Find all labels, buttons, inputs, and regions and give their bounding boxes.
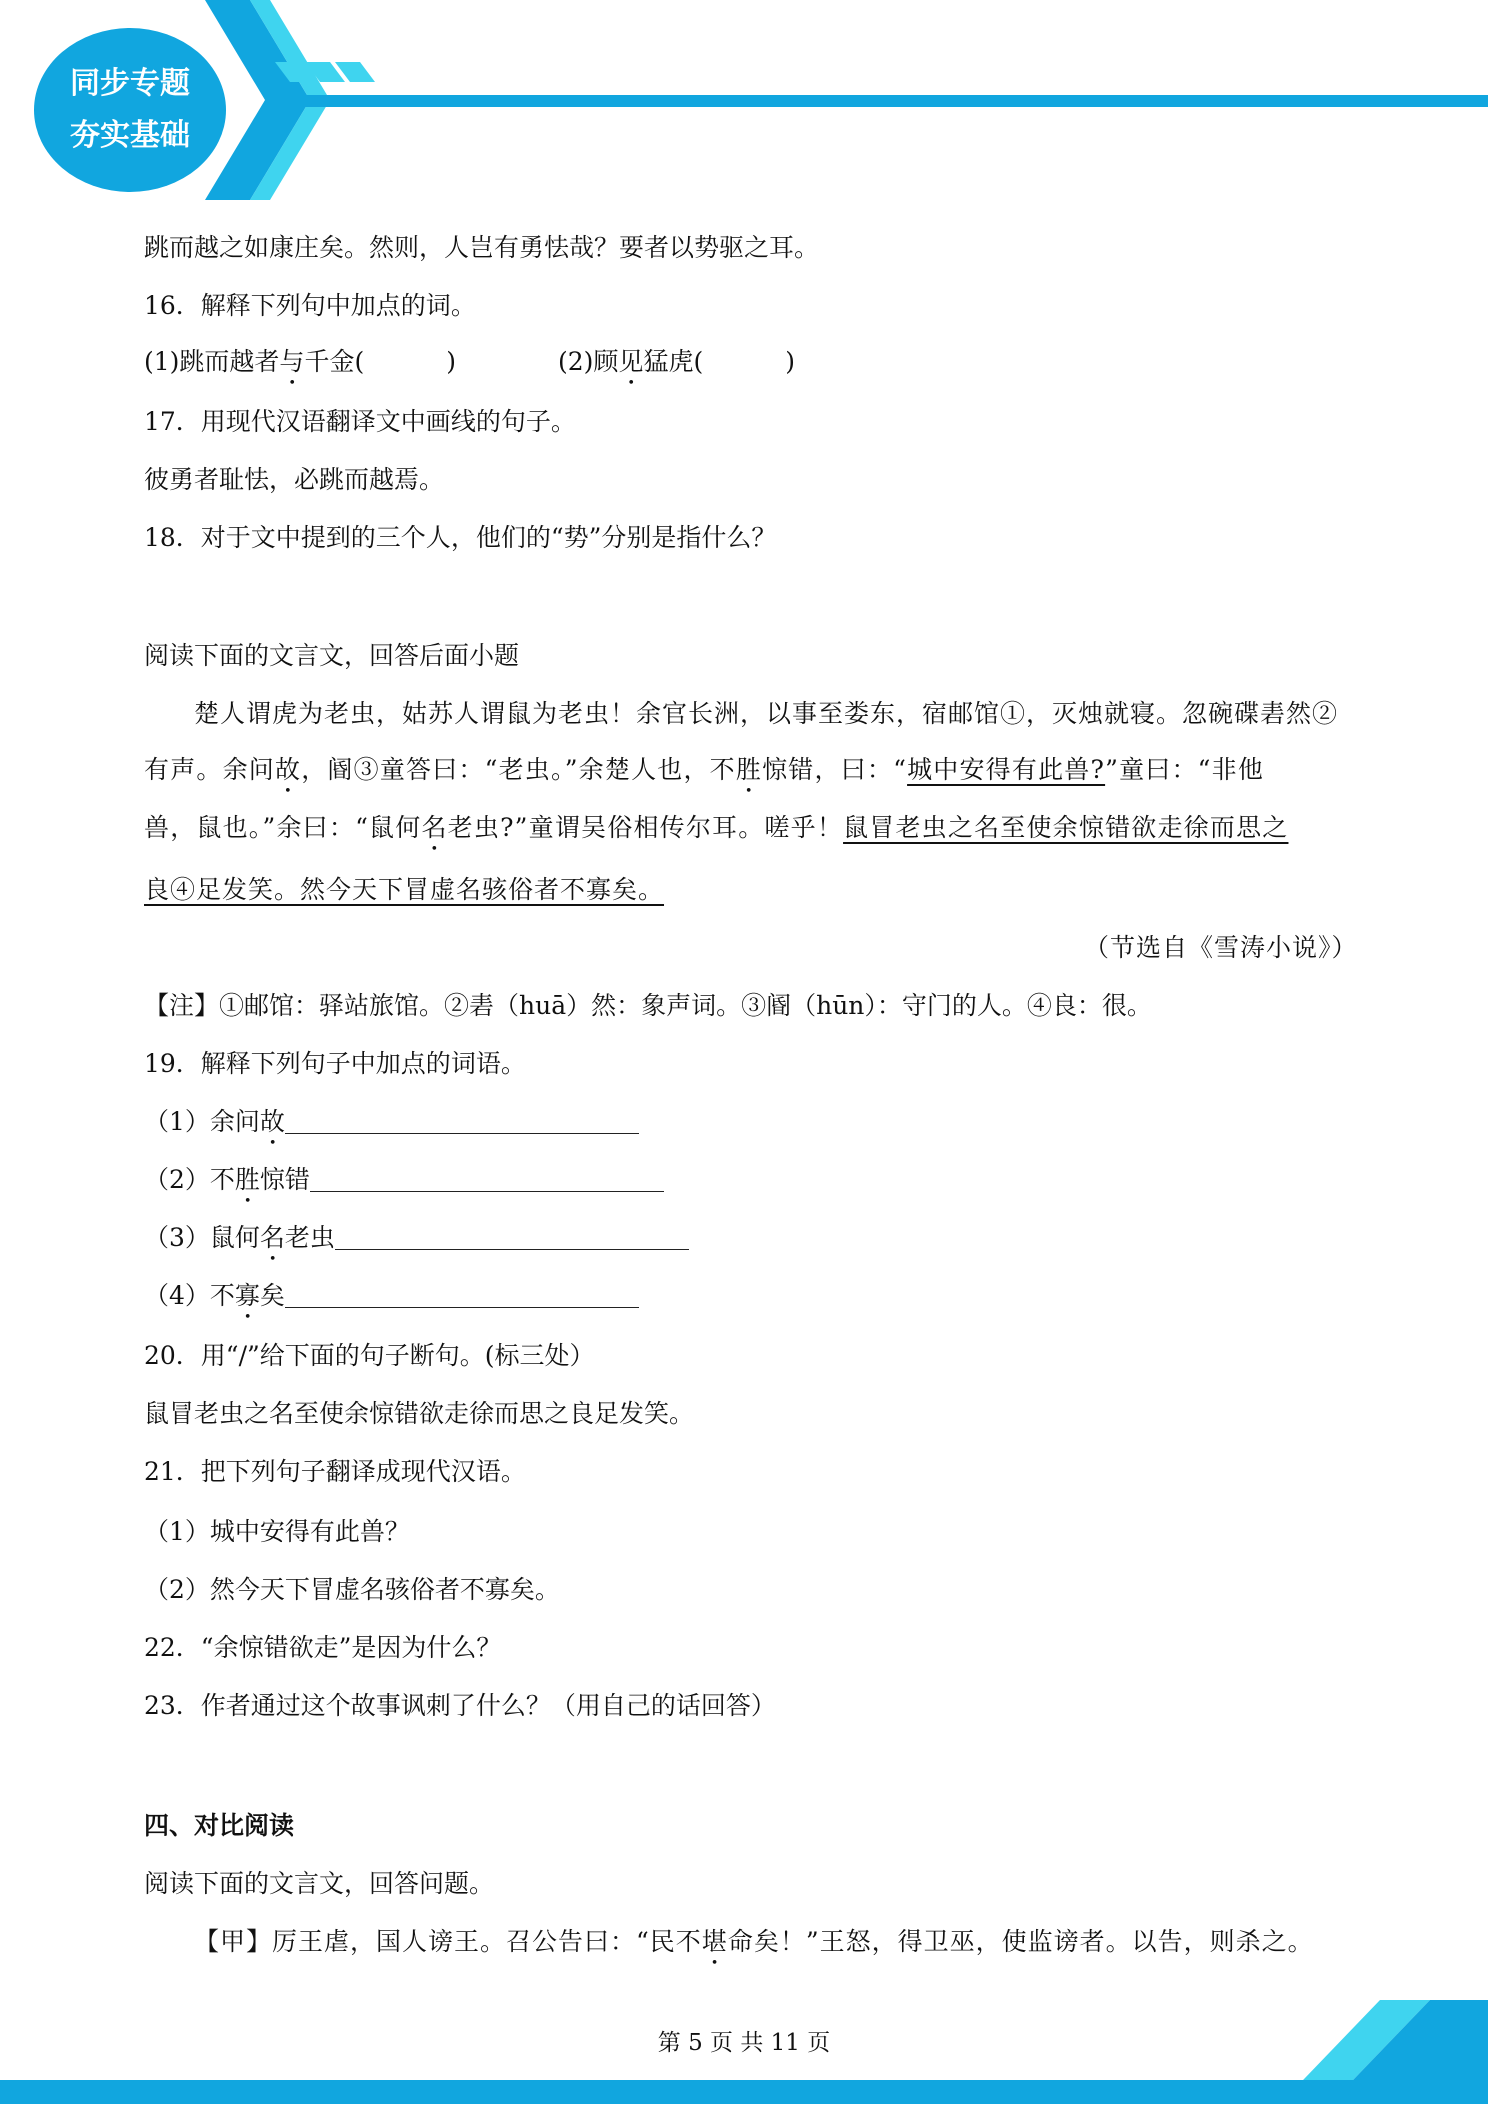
q19-2-text2: 惊错 (259, 1165, 310, 1194)
answer-blank[interactable] (285, 1109, 639, 1134)
passage-2-line-4 (144, 870, 664, 906)
question-20-sentence: 鼠冒老虫之名至使余惊错欲走徐而思之良足发笑。 (144, 1399, 695, 1428)
answer-blank[interactable] (310, 1167, 664, 1192)
q16-item1-text2: 千金( (304, 347, 365, 376)
q19-1-dotted: 故 (259, 1107, 285, 1136)
footer-banner (0, 2000, 1488, 2104)
q19-3-text2: 老虫 (284, 1223, 335, 1252)
q16-item1-close: ) (446, 347, 456, 376)
jia-dotted: 堪 (701, 1927, 728, 1956)
question-21: 21．把下列句子翻译成现代汉语。 (144, 1457, 526, 1486)
q16-item2-text: (2)顾 (558, 347, 619, 376)
q16-item2-text2: 猛虎( (643, 347, 704, 376)
question-21-item-2: （2）然今天下冒虚名骇俗者不寡矣。 (144, 1575, 560, 1604)
passage-2-line-3 (144, 808, 1288, 857)
q19-4-dotted: 寡 (234, 1281, 260, 1310)
p2-text-c: 惊错，曰：“ (762, 755, 908, 784)
q16-item1-dotted: 与 (279, 347, 305, 376)
question-21-item-1: （1）城中安得有此兽？ (144, 1517, 410, 1546)
q16-item2-dotted: 见 (618, 347, 644, 376)
question-17: 17．用现代汉语翻译文中画线的句子。 (144, 407, 576, 436)
q19-4-text2: 矣 (259, 1281, 285, 1310)
q16-item1-text: (1)跳而越者 (144, 347, 280, 376)
p3-text-a: 兽，鼠也。”余曰：“鼠何 (144, 813, 422, 842)
p4-underlined: 良④足发笑。然今天下冒虚名骇俗者不寡矣。 (144, 875, 665, 904)
question-22: 22．“余惊错欲走”是因为什么？ (144, 1633, 502, 1662)
question-19-item-2 (144, 1160, 664, 1209)
answer-blank[interactable] (285, 1283, 639, 1308)
passage-line: 跳而越之如康庄矣。然则，人岂有勇怯哉？要者以势驱之耳。 (144, 233, 820, 262)
page-number: 第 5 页 共 11 页 (657, 2030, 831, 2056)
question-19: 19．解释下列句子中加点的词语。 (144, 1049, 526, 1078)
p3-underlined: 鼠冒老虫之名至使余惊错欲走徐而思之 (843, 813, 1289, 842)
p2-dotted-2: 胜 (735, 755, 763, 784)
p3-text-b: 老虫?”童谓吴俗相传尔耳。嗟乎！ (447, 813, 844, 842)
p2-dotted-1: 故 (275, 755, 302, 784)
question-18: 18．对于文中提到的三个人，他们的“势”分别是指什么？ (144, 523, 777, 552)
p2-underlined: 城中安得有此兽? (907, 755, 1106, 784)
reading-intro-3: 阅读下面的文言文，回答问题。 (144, 1869, 495, 1898)
question-16-item2 (558, 342, 795, 391)
passage-jia (194, 1922, 1314, 1971)
p2-text-d: ”童曰：“非他 (1105, 755, 1265, 784)
q19-1-text: （1）余问 (144, 1107, 260, 1136)
question-19-item-1 (144, 1102, 639, 1151)
q19-3-dotted: 名 (259, 1223, 285, 1252)
passage-2-line-2 (144, 750, 1264, 799)
reading-intro-2: 阅读下面的文言文，回答后面小题 (144, 641, 520, 670)
p2-text-b: ，阍③童答曰：“老虫。”余楚人也，不 (301, 755, 736, 784)
q16-item2-close: ) (785, 347, 795, 376)
q19-4-text: （4）不 (144, 1281, 235, 1310)
q19-3-text: （3）鼠何 (144, 1223, 260, 1252)
passage-2-source: （节选自《雪涛小说》） (1084, 933, 1358, 962)
header-badge (34, 28, 226, 192)
badge-line-1: 同步专题 (70, 66, 190, 101)
p2-text-a: 有声。余问 (144, 755, 276, 784)
question-19-item-3 (144, 1218, 689, 1267)
question-19-item-4 (144, 1276, 639, 1325)
jia-text-b: 命矣！”王怒，得卫巫，使监谤者。以告，则杀之。 (727, 1927, 1314, 1956)
question-20: 20．用“/”给下面的句子断句。(标三处） (144, 1341, 595, 1370)
answer-blank[interactable] (335, 1225, 689, 1250)
p3-dotted: 名 (421, 813, 448, 842)
question-16: 16．解释下列句中加点的词。 (144, 291, 476, 320)
q19-2-dotted: 胜 (234, 1165, 260, 1194)
q19-2-text: （2）不 (144, 1165, 235, 1194)
section-4-heading: 四、对比阅读 (144, 1811, 295, 1840)
passage-2-line-1: 楚人谓虎为老虫，姑苏人谓鼠为老虫！余官长洲，以事至娄东，宿邮馆①，灭烛就寝。忽碗碟砉然② (194, 699, 1339, 728)
badge-line-2: 夯实基础 (70, 118, 190, 153)
question-16-items (144, 342, 456, 391)
question-23: 23．作者通过这个故事讽刺了什么？（用自己的话回答） (144, 1691, 776, 1720)
question-17-sentence: 彼勇者耻怯，必跳而越焉。 (144, 465, 445, 494)
jia-text-a: 【甲】厉王虐，国人谤王。召公告曰：“民不 (194, 1927, 702, 1956)
passage-2-notes: 【注】①邮馆：驿站旅馆。②砉（huā）然：象声词。③阍（hūn）：守门的人。④良：很。 (144, 991, 1152, 1020)
